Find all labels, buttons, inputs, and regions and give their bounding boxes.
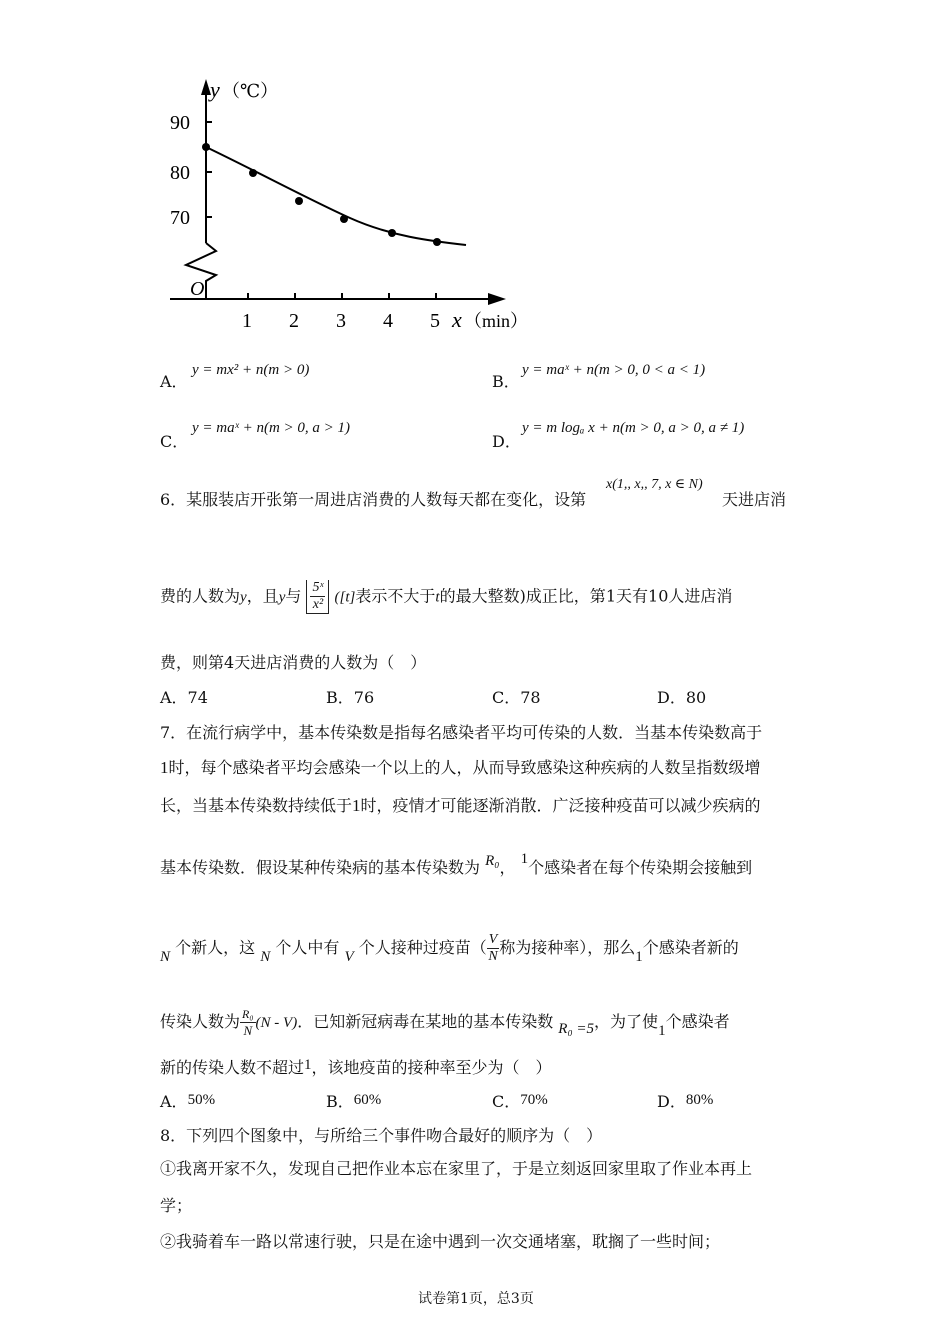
- q7-line5: N 个新人，这 N 个人中有 V 个人接种过疫苗（ $\frac{V}{N}$ 称为接种率），那么1个感染者新的: [160, 932, 739, 965]
- x-axis-arrow: [488, 293, 506, 305]
- fitted-curve: [206, 147, 466, 245]
- option-a: A．: [160, 372, 188, 391]
- fraction-v-n: $\frac{V}{N}$: [488, 932, 498, 964]
- data-point: [340, 215, 348, 223]
- fraction-5x-x2: $\frac{\text{5ˣ}}{\text{x²}}$: [312, 580, 324, 612]
- option-a-formula: y = mx² + n(m > 0): [192, 362, 310, 378]
- q6-line1-end: 天进店消: [722, 490, 787, 509]
- x-tick-label: 4: [383, 310, 393, 332]
- option-b: B．: [492, 372, 520, 391]
- y-axis-unit: （℃）: [222, 81, 279, 101]
- origin-label: O: [190, 278, 205, 300]
- q7-option-a: A．50%: [160, 1092, 216, 1111]
- q7-line1: 7．在流行病学中，基本传染数是指每名感染者平均可传染的人数．当基本传染数高于: [160, 723, 763, 742]
- x-axis-unit: （min）: [464, 311, 529, 331]
- data-point: [202, 143, 210, 151]
- q7-line7: 新的传染人数不超过1，该地疫苗的接种率至少为（ ）: [160, 1057, 552, 1077]
- y-tick-label: 70: [170, 207, 190, 229]
- data-point: [249, 169, 257, 177]
- option-c: C．: [160, 432, 189, 451]
- q7-line4: 基本传染数．假设某种传染病的基本传染数为 R₀， 1个感染者在每个传染期会接触到: [160, 851, 753, 877]
- q8-line1: 8．下列四个图象中，与所给三个事件吻合最好的顺序为（ ）: [160, 1126, 603, 1145]
- data-point: [388, 229, 396, 237]
- q6-line3: 费，则第4天进店消费的人数为（ ）: [160, 653, 427, 672]
- q6-option-d: D．80: [657, 688, 707, 707]
- q6-line2: 费的人数为y，且y与 $\frac{\text{5ˣ}}{\text{x²}}$ ([t]表示不大于t的最大整数)成正比，第1天有10人进店消: [160, 580, 733, 612]
- x-tick-label: 3: [336, 310, 346, 332]
- data-point: [295, 197, 303, 205]
- x-tick-label: 2: [289, 310, 299, 332]
- q6-option-a: A．74: [160, 688, 208, 707]
- y-tick-label: 90: [170, 112, 190, 134]
- q7-line2: 1时，每个感染者平均会感染一个以上的人，从而导致感染这种疾病的人数呈指数级增: [160, 758, 761, 777]
- x-tick-label: 1: [242, 310, 252, 332]
- option-d-formula: y = m logₐ x + n(m > 0, a > 0, a ≠ 1): [522, 420, 745, 436]
- q6-condition: x(1,, x,, 7, x ∈ N): [606, 477, 703, 492]
- q8-event1-line1: ①我离开家不久，发现自己把作业本忘在家里了，于是立刻返回家里取了作业本再上: [160, 1159, 753, 1178]
- option-c-formula: y = maˣ + n(m > 0, a > 1): [192, 420, 351, 436]
- y-axis-label: y: [210, 77, 220, 102]
- q6-option-b: B．76: [326, 688, 375, 707]
- q8-event1-line2: 学；: [160, 1196, 193, 1215]
- temperature-graph: [150, 75, 540, 345]
- x-axis-label: x: [452, 307, 462, 332]
- data-point: [433, 238, 441, 246]
- fraction-r0-n: $\frac{\text{R₀}}{N}$: [242, 1007, 254, 1038]
- option-b-formula: y = maˣ + n(m > 0, 0 < a < 1): [522, 362, 706, 378]
- floor-bracket: [306, 580, 329, 614]
- q8-event2: ②我骑着车一路以常速行驶，只是在途中遇到一次交通堵塞，耽搁了一些时间；: [160, 1232, 721, 1251]
- option-d: D．: [492, 432, 521, 451]
- q7-option-b: B．60%: [326, 1092, 382, 1111]
- q6-line1: 6．某服装店开张第一周进店消费的人数每天都在变化，设第: [160, 490, 587, 509]
- x-tick-label: 5: [430, 310, 440, 332]
- q7-line3: 长，当基本传染数持续低于1时，疫情才可能逐渐消散．广泛接种疫苗可以减少疾病的: [160, 796, 761, 815]
- page-footer: 试卷第1页，总3页: [418, 1291, 534, 1307]
- q7-option-d: D．80%: [657, 1092, 714, 1111]
- q7-option-c: C．70%: [492, 1092, 548, 1111]
- q6-option-c: C．78: [492, 688, 541, 707]
- y-tick-label: 80: [170, 162, 190, 184]
- q7-line6: 传染人数为 $\frac{\text{R₀}}{N}$ (N - V)．已知新冠病毒在某地的基本传染数 R₀ =5，为了使1个感染者: [160, 1007, 730, 1039]
